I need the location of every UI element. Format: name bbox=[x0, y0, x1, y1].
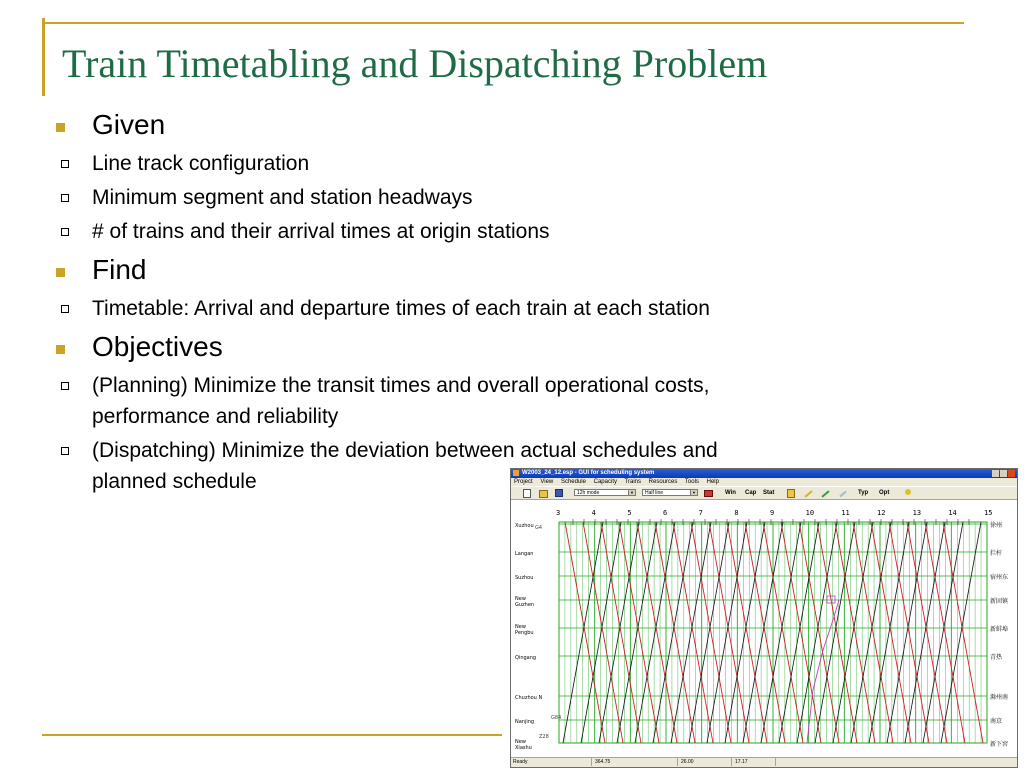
station-label: Xiashu bbox=[515, 745, 532, 751]
app-icon bbox=[513, 470, 519, 476]
train-path-up bbox=[653, 522, 693, 743]
section-heading: Find bbox=[92, 254, 147, 285]
hour-tick-label: 6 bbox=[663, 509, 668, 517]
train-path-selected bbox=[807, 600, 839, 743]
square-bullet-icon bbox=[56, 268, 65, 277]
train-path-down bbox=[781, 522, 821, 743]
train-path-down bbox=[763, 522, 803, 743]
train-path-down bbox=[925, 522, 965, 743]
station-label: Xuzhou bbox=[515, 523, 534, 529]
hour-tick-label: 4 bbox=[591, 509, 596, 517]
train-label: G4 bbox=[535, 525, 543, 531]
hour-tick-label: 12 bbox=[877, 509, 886, 517]
train-path-down bbox=[799, 522, 839, 743]
hollow-square-bullet-icon bbox=[61, 194, 69, 202]
train-path-up bbox=[743, 522, 783, 743]
train-path-up bbox=[563, 522, 603, 743]
section-objectives bbox=[56, 328, 936, 366]
hour-tick-label: 7 bbox=[698, 509, 703, 517]
save-icon[interactable] bbox=[555, 489, 563, 497]
timetable-canvas[interactable] bbox=[511, 500, 1017, 759]
train-path-up bbox=[689, 522, 729, 743]
bulb-icon[interactable] bbox=[905, 489, 911, 495]
menu-help[interactable]: Help bbox=[706, 479, 719, 485]
bullet-list bbox=[56, 106, 936, 501]
bullet-text-line: (Dispatching) Minimize the deviation between actual schedules and bbox=[92, 439, 718, 462]
square-bullet-icon bbox=[56, 345, 65, 354]
train-path-down bbox=[637, 522, 677, 743]
station-label-cn: 徐州 bbox=[990, 522, 1003, 529]
station-label-cn: 新下窖 bbox=[990, 741, 1009, 748]
cap-button[interactable]: Cap bbox=[745, 490, 757, 496]
menu-project[interactable]: Project bbox=[514, 479, 533, 485]
station-label: New bbox=[515, 624, 526, 630]
train-path-up bbox=[797, 522, 837, 743]
hour-tick-label: 10 bbox=[805, 509, 815, 517]
station-label-cn: 新固镇 bbox=[990, 598, 1009, 605]
given-items bbox=[56, 148, 936, 247]
station-label: Suzhou bbox=[515, 575, 534, 581]
bullet-text-line: (Planning) Minimize the transit times and overall operational costs, bbox=[92, 374, 710, 397]
window-title: W2003_24_12.esp - GUI for scheduling system bbox=[522, 470, 655, 476]
status-ready: Ready bbox=[511, 758, 592, 766]
train-path-down bbox=[709, 522, 749, 743]
train-path-down bbox=[943, 522, 983, 743]
section-find bbox=[56, 251, 936, 289]
bullet-text: Line track configuration bbox=[92, 152, 310, 175]
status-z: 17.17 bbox=[733, 758, 776, 766]
train-path-down bbox=[673, 522, 713, 743]
slide-title: Train Timetabling and Dispatching Problem bbox=[62, 41, 768, 86]
line-select-value: Half line bbox=[645, 490, 664, 496]
typ-button[interactable]: Typ bbox=[858, 490, 869, 496]
train-path-up bbox=[869, 522, 909, 743]
line-select[interactable] bbox=[642, 489, 698, 496]
train-path-down bbox=[889, 522, 929, 743]
station-label: Qingang bbox=[515, 655, 537, 661]
hour-tick-label: 8 bbox=[734, 509, 739, 517]
hour-tick-label: 11 bbox=[841, 509, 850, 517]
menu-tools[interactable]: Tools bbox=[684, 479, 699, 485]
train-path-up bbox=[725, 522, 765, 743]
hollow-square-bullet-icon bbox=[61, 382, 69, 390]
train-path-down bbox=[817, 522, 857, 743]
station-label: Chuzhou N bbox=[515, 695, 543, 701]
title-accent-vertical bbox=[42, 18, 45, 96]
station-label-cn: 宿州东 bbox=[990, 574, 1009, 581]
bullet-text: # of trains and their arrival times at origin stations bbox=[92, 220, 550, 243]
mode-select-value: 12h mode bbox=[577, 490, 600, 496]
train-path-down bbox=[835, 522, 875, 743]
section-given bbox=[56, 106, 936, 144]
maximize-icon[interactable] bbox=[1000, 470, 1007, 477]
hour-tick-label: 5 bbox=[627, 509, 632, 517]
train-diagram[interactable] bbox=[511, 500, 1017, 759]
train-label: G84 bbox=[551, 715, 562, 721]
hour-tick-label: 3 bbox=[556, 509, 561, 517]
section-heading: Objectives bbox=[92, 331, 223, 362]
bullet-item bbox=[56, 216, 936, 247]
window-controls bbox=[991, 470, 1015, 479]
train-path-up bbox=[851, 522, 891, 743]
train-path-up bbox=[581, 522, 621, 743]
win-button[interactable]: Win bbox=[725, 490, 736, 496]
train-path-up bbox=[599, 522, 639, 743]
bullet-item bbox=[56, 182, 936, 213]
train-path-up bbox=[671, 522, 711, 743]
status-y: 26.00 bbox=[679, 758, 732, 766]
menu-view[interactable]: View bbox=[540, 479, 554, 485]
chevron-down-icon[interactable]: ▼ bbox=[628, 490, 635, 495]
train-path-up bbox=[887, 522, 927, 743]
hollow-square-bullet-icon bbox=[61, 228, 69, 236]
hour-tick-label: 9 bbox=[770, 509, 775, 517]
eraser-icon[interactable] bbox=[839, 491, 846, 498]
menu-schedule[interactable]: Schedule bbox=[560, 479, 586, 485]
mode-select[interactable] bbox=[574, 489, 636, 496]
hour-tick-label: 15 bbox=[984, 509, 993, 517]
green-pencil-icon[interactable] bbox=[821, 490, 829, 497]
bullet-item bbox=[56, 370, 936, 432]
section-heading: Given bbox=[92, 109, 166, 140]
hour-tick-label: 13 bbox=[912, 509, 922, 517]
station-label-cn: 新蚌埠 bbox=[990, 626, 1009, 633]
train-path-up bbox=[617, 522, 657, 743]
station-label-cn: 南京 bbox=[990, 718, 1003, 725]
train-path-up bbox=[833, 522, 873, 743]
train-path-down bbox=[853, 522, 893, 743]
train-path-down bbox=[691, 522, 731, 743]
open-folder-icon[interactable] bbox=[539, 490, 548, 498]
train-path-up bbox=[635, 522, 675, 743]
menu-bar bbox=[511, 478, 1017, 486]
train-path-down bbox=[907, 522, 947, 743]
bullet-item bbox=[56, 293, 936, 324]
bullet-text-line: planned schedule bbox=[92, 470, 257, 493]
station-label: Pengbu bbox=[515, 630, 534, 636]
bullet-text-line: performance and reliability bbox=[92, 405, 339, 428]
train-path-up bbox=[707, 522, 747, 743]
station-label: Nanjing bbox=[515, 719, 535, 725]
stat-button[interactable]: Stat bbox=[763, 490, 775, 496]
pencil-icon[interactable] bbox=[804, 490, 812, 497]
station-label-cn: 青热 bbox=[990, 654, 1003, 661]
window-titlebar[interactable] bbox=[511, 469, 1017, 478]
new-file-icon[interactable] bbox=[523, 489, 531, 498]
opt-button[interactable]: Opt bbox=[879, 490, 890, 496]
chevron-down-icon[interactable]: ▼ bbox=[690, 490, 697, 495]
bullet-item bbox=[56, 148, 936, 179]
menu-trains[interactable]: Trains bbox=[624, 479, 641, 485]
bullet-text: Timetable: Arrival and departure times of each train at each station bbox=[92, 297, 710, 320]
hour-tick-label: 14 bbox=[948, 509, 957, 517]
train-label: Z28 bbox=[539, 734, 549, 740]
hand-icon[interactable] bbox=[787, 489, 795, 498]
minimize-icon[interactable] bbox=[992, 470, 999, 477]
station-label: Guzhen bbox=[515, 602, 535, 608]
status-bar bbox=[511, 757, 1017, 767]
train-path-up bbox=[815, 522, 855, 743]
station-label-cn: 拦杆 bbox=[990, 550, 1003, 557]
hollow-square-bullet-icon bbox=[61, 447, 69, 455]
menu-capacity[interactable]: Capacity bbox=[593, 479, 617, 485]
find-items bbox=[56, 293, 936, 324]
close-icon[interactable] bbox=[1008, 470, 1015, 477]
station-label: New bbox=[515, 596, 526, 602]
bullet-text: Minimum segment and station headways bbox=[92, 186, 473, 209]
status-x: 364.75 bbox=[593, 758, 678, 766]
flag-icon[interactable] bbox=[704, 490, 713, 497]
square-bullet-icon bbox=[56, 123, 65, 132]
train-path-down bbox=[619, 522, 659, 743]
menu-resources[interactable]: Resources bbox=[648, 479, 678, 485]
train-path-up bbox=[923, 522, 963, 743]
toolbar bbox=[511, 486, 1017, 500]
hollow-square-bullet-icon bbox=[61, 160, 69, 168]
scheduling-app-window bbox=[510, 468, 1018, 768]
title-accent-horizontal bbox=[42, 22, 964, 24]
bottom-accent-rule bbox=[42, 734, 502, 736]
train-path-up bbox=[905, 522, 945, 743]
station-label: New bbox=[515, 739, 526, 745]
train-path-down bbox=[583, 522, 623, 743]
hollow-square-bullet-icon bbox=[61, 305, 69, 313]
train-path-down bbox=[655, 522, 695, 743]
station-label: Langan bbox=[515, 551, 534, 557]
train-path-down bbox=[601, 522, 641, 743]
station-label-cn: 滁州南 bbox=[990, 694, 1009, 701]
train-path-down bbox=[871, 522, 911, 743]
